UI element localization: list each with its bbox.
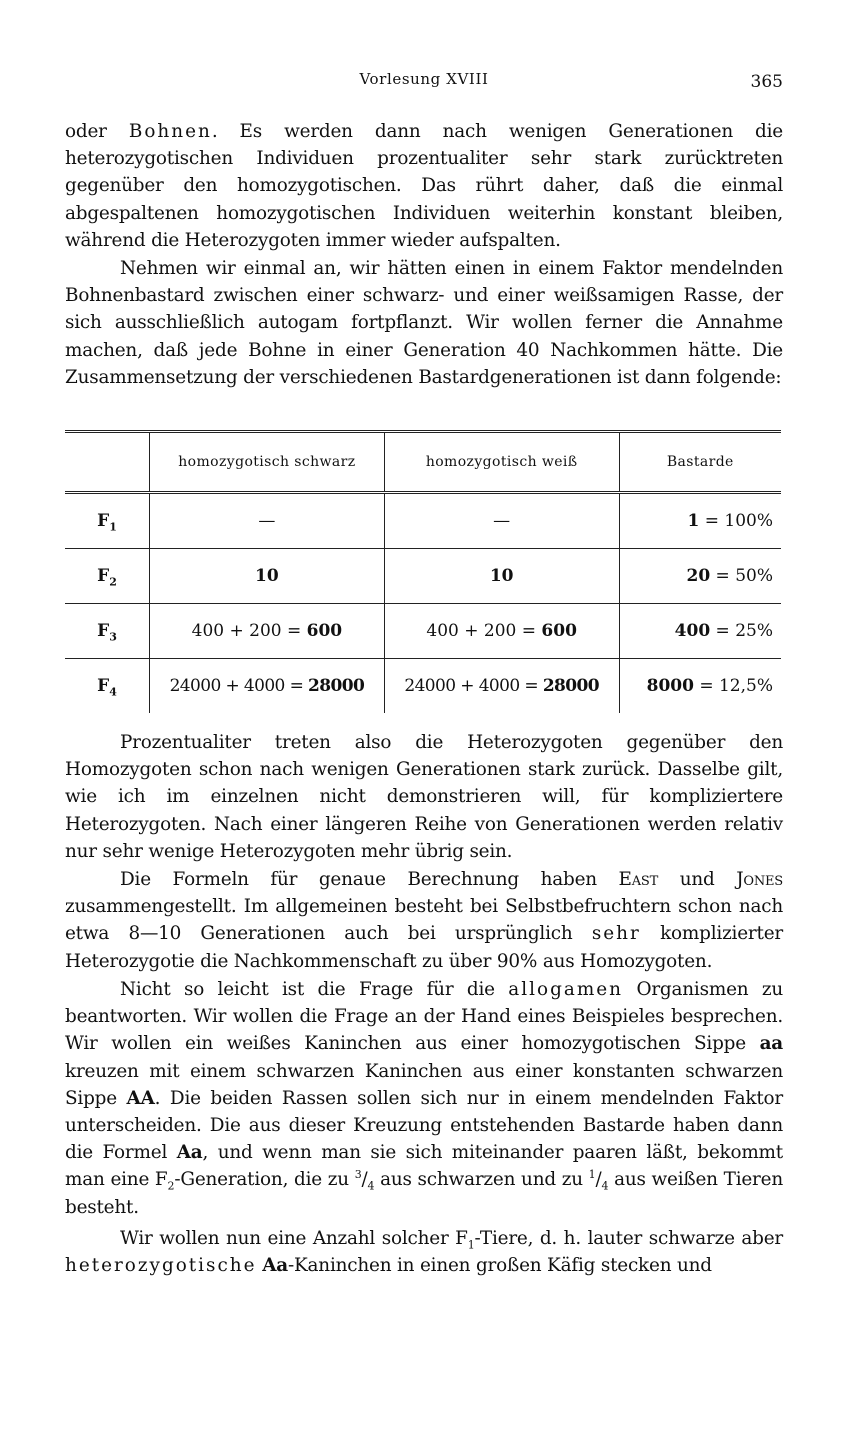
table-row: [65, 549, 781, 604]
page-number: 365: [750, 72, 783, 92]
cell-bastarde: 20 = 50%: [619, 549, 781, 604]
cell-bastarde: 400 = 25%: [619, 604, 781, 659]
spaced-word: sehr: [591, 923, 641, 945]
spaced-word: Bohnen: [128, 121, 212, 142]
cell-bastarde: 8000 = 12,5%: [619, 659, 781, 714]
cell-weiss: 24000 + 4000 = 28000: [384, 659, 619, 714]
paragraph-5: Nicht so leicht ist die Frage für die allogamen Organismen zu beantworten. Wir wollen die Frage an der Hand eines Beispieles besprechen. Wir wollen ein weißes Kaninchen aus einer homozygotischen Sippe aa kreuzen mit einem schwarzen Kaninchen aus einer konstanten schwarzen Sippe AA. Die beiden Rassen sollen sich nur in einem mendelnden Faktor unterscheiden. Die aus dieser Kreuzung entstehenden Bastarde haben dann die Formel Aa, und wenn man sie sich miteinander paaren läßt, bekommt man eine $F_2$-Generation, die zu $^3/_4$ aus schwarzen und zu $^1/_4$ aus weißen Tieren besteht.: [65, 979, 783, 1218]
paragraph-4: Die Formeln für genaue Berechnung haben East und Jones zusammengestellt. Im allgemeinen besteht bei Selbstbefruchtern schon nach etwa 8—10 Generationen auch bei ursprünglich sehr komplizierter Heterozygotie die Nachkommenschaft zu über 90% aus Homozygoten.: [65, 869, 784, 972]
cell-schwarz: 24000 + 4000 = 28000: [150, 659, 385, 714]
text: . Es werden dann nach wenigen Generationen die heterozygotischen Individuen prozentualiter sehr stark zurücktreten gegenüber den homozygotischen. Das rührt daher, daß die einmal abgespaltenen homozygotischen Individuen weiterhin konstant bleiben, während die Heterozygoten immer wieder aufspalten.: [65, 121, 783, 251]
fraction: $^3/_4$: [354, 1168, 375, 1194]
table-header-corner: [65, 432, 150, 493]
cell-schwarz: 400 + 200 = 600: [150, 604, 385, 659]
cell-schwarz: 10: [150, 549, 385, 604]
cell-bastarde: 1 = 100%: [619, 493, 781, 549]
table-header-bastarde: Bastarde: [619, 432, 781, 493]
generation-label: $F_2$: [65, 549, 150, 604]
page-header: [65, 70, 783, 96]
table-row: [65, 493, 781, 549]
paragraph-1: [65, 118, 783, 254]
table-header-weiss: homozygotisch weiß: [384, 432, 619, 493]
text: oder: [65, 121, 129, 142]
running-head: Vorlesung XVIII: [359, 70, 489, 88]
generation-label: $F_3$: [65, 604, 150, 659]
table-row: [65, 604, 781, 659]
cell-weiss: —: [384, 493, 619, 549]
table-header-schwarz: homozygotisch schwarz: [150, 432, 385, 493]
paragraph-3: Prozentualiter treten also die Heterozygoten gegenüber den Homozygoten schon nach wenigen Generationen stark zurück. Dasselbe gilt, wie ich im einzelnen nicht demonstrieren will, für kompliziertere Heterozygoten. Nach einer längeren Reihe von Generationen werden relativ nur sehr wenige Heterozygoten mehr übrig sein.: [65, 732, 783, 862]
paragraph-2: Nehmen wir einmal an, wir hätten einen in einem Faktor mendelnden Bohnenbastard zwischen einer schwarz- und einer weißsamigen Rasse, der sich ausschließlich autogam fortpflanzt. Wir wollen ferner die Annahme machen, daß jede Bohne in einer Generation 40 Nachkommen hätte. Die Zusammensetzung der verschiedenen Bastardgenerationen ist dann folgende:: [65, 258, 783, 388]
generation-label: $F_1$: [65, 493, 150, 549]
cell-weiss: 10: [384, 549, 619, 604]
generation-label: $F_4$: [97, 676, 117, 699]
table-header-row: [65, 432, 781, 493]
table-row: [65, 659, 781, 714]
paragraph-6: Wir wollen nun eine Anzahl solcher $F_1$-Tiere, d. h. lauter schwarze aber heterozygotische Aa-Kaninchen in einen großen Käfig stecken und: [65, 1228, 784, 1277]
author-east: East: [618, 869, 659, 890]
fraction: $^1/_4$: [588, 1168, 609, 1194]
spaced-word: allogamen: [508, 979, 623, 1000]
author-jones: Jones: [736, 869, 784, 890]
cell-weiss: 400 + 200 = 600: [384, 604, 619, 659]
spaced-word: heterozygotische: [65, 1255, 257, 1277]
generation-table: [65, 430, 781, 713]
cell-schwarz: —: [150, 493, 385, 549]
